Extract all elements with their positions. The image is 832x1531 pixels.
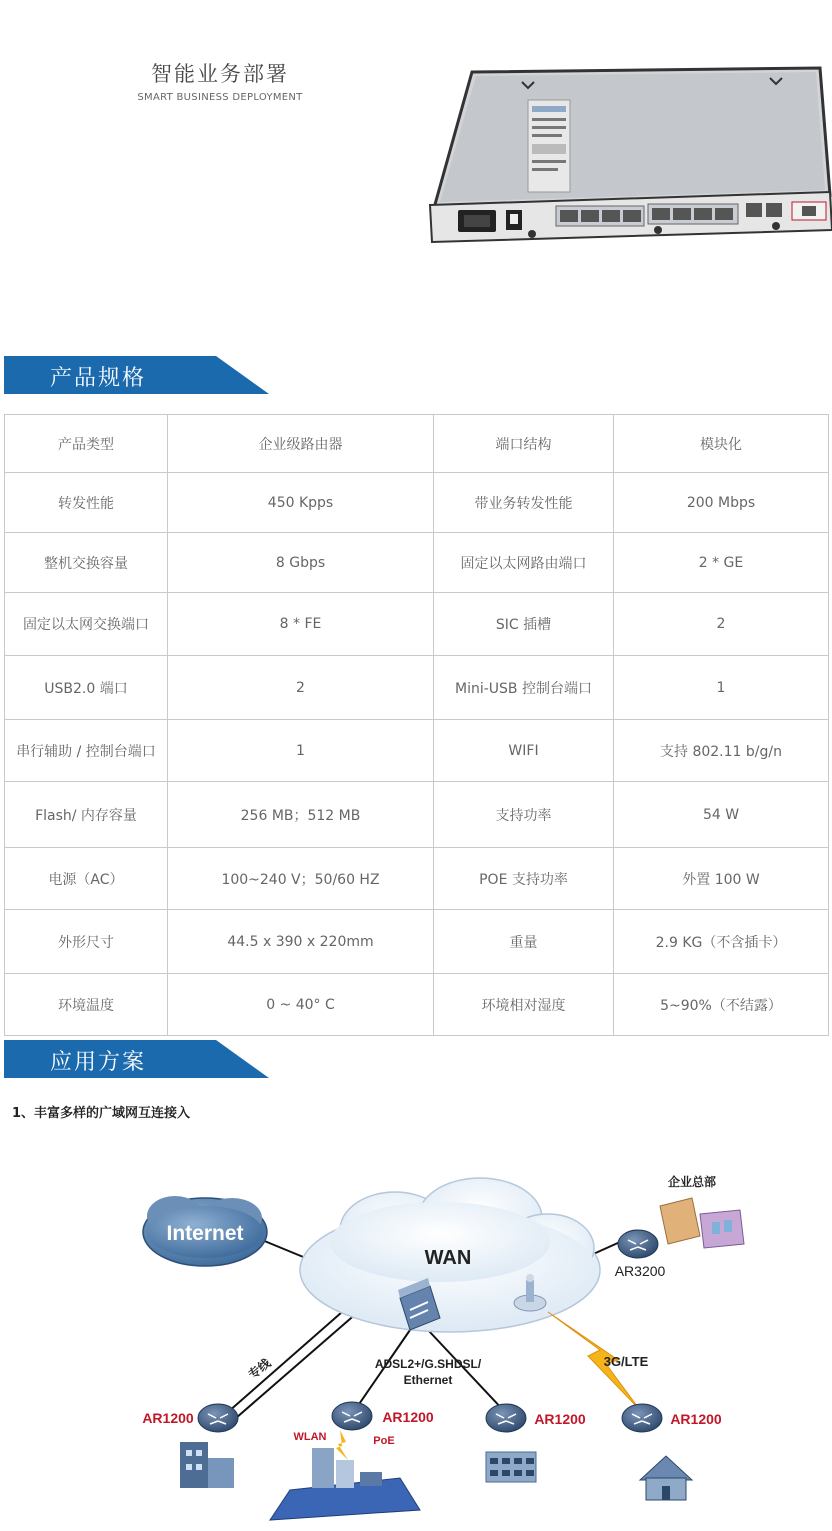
table-cell: 带业务转发性能 [434, 473, 614, 533]
leased-line-label: 专线 [245, 1355, 274, 1382]
table-row [5, 974, 829, 1036]
table-row [5, 848, 829, 910]
home-office-icon [640, 1456, 692, 1500]
table-cell: 54 W [614, 782, 829, 848]
table-cell: 2 [614, 593, 829, 656]
banner-title: 智能业务部署 [151, 62, 289, 86]
table-cell: SIC 插槽 [434, 593, 614, 656]
table-cell: 2 * GE [614, 533, 829, 593]
table-cell: 端口结构 [434, 415, 614, 473]
table-cell: Flash/ 内存容量 [5, 782, 168, 848]
table-cell: 产品类型 [5, 415, 168, 473]
ar3200-label: AR3200 [614, 1263, 666, 1279]
poe-label: PoE [373, 1435, 395, 1447]
table-row [5, 720, 829, 782]
table-row [5, 656, 829, 720]
ar1200-label-2: AR1200 [382, 1409, 434, 1425]
table-cell: 整机交换容量 [5, 533, 168, 593]
hq-label: 企业总部 [667, 1175, 717, 1189]
campus-wlan-icon [270, 1430, 420, 1520]
router-product-image [420, 60, 832, 245]
table-row [5, 533, 829, 593]
table-cell: 200 Mbps [614, 473, 829, 533]
wlan-label: WLAN [293, 1431, 327, 1443]
table-cell: POE 支持功率 [434, 848, 614, 910]
table-cell: 2 [168, 656, 434, 720]
app-section-header [4, 1040, 274, 1078]
table-cell: 电源（AC） [5, 848, 168, 910]
spec-section-title: 产品规格 [50, 366, 147, 391]
table-cell: 支持功率 [434, 782, 614, 848]
table-cell: 1 [168, 720, 434, 782]
table-cell: 串行辅助 / 控制台端口 [5, 720, 168, 782]
table-cell: 8 Gbps [168, 533, 434, 593]
ar1200-router-icon-2 [332, 1402, 372, 1430]
table-row [5, 473, 829, 533]
table-cell: 外置 100 W [614, 848, 829, 910]
table-cell: 固定以太网路由端口 [434, 533, 614, 593]
table-cell: 2.9 KG（不含插卡） [614, 910, 829, 974]
table-cell: 450 Kpps [168, 473, 434, 533]
table-cell: 环境温度 [5, 974, 168, 1036]
table-cell: 模块化 [614, 415, 829, 473]
table-cell: WIFI [434, 720, 614, 782]
table-cell: 5~90%（不结露） [614, 974, 829, 1036]
ar1200-label-4: AR1200 [670, 1411, 722, 1427]
spec-section-header [4, 356, 274, 394]
lte-label: 3G/LTE [603, 1354, 649, 1369]
ar1200-router-icon-4 [622, 1404, 662, 1432]
table-cell: 外形尺寸 [5, 910, 168, 974]
headquarters-building-icon [660, 1198, 744, 1248]
table-cell: 1 [614, 656, 829, 720]
app-section-title: 应用方案 [50, 1050, 147, 1075]
table-cell: 100~240 V；50/60 HZ [168, 848, 434, 910]
table-cell: 支持 802.11 b/g/n [614, 720, 829, 782]
table-cell: Mini-USB 控制台端口 [434, 656, 614, 720]
ar1200-router-icon-1 [198, 1404, 238, 1432]
ar1200-router-icon-3 [486, 1404, 526, 1432]
table-cell: 企业级路由器 [168, 415, 434, 473]
table-cell: 256 MB；512 MB [168, 782, 434, 848]
table-cell: 0 ~ 40° C [168, 974, 434, 1036]
table-cell: 44.5 x 390 x 220mm [168, 910, 434, 974]
internet-label: Internet [166, 1222, 244, 1245]
table-cell: 固定以太网交换端口 [5, 593, 168, 656]
table-cell: 重量 [434, 910, 614, 974]
table-cell: 环境相对湿度 [434, 974, 614, 1036]
branch-building-icon-1 [180, 1442, 234, 1488]
table-row [5, 910, 829, 974]
wan-label: WAN [424, 1247, 472, 1269]
table-cell: USB2.0 端口 [5, 656, 168, 720]
ar1200-label-3: AR1200 [534, 1411, 586, 1427]
table-row [5, 415, 829, 473]
table-row [5, 782, 829, 848]
branch-building-icon-2 [486, 1452, 536, 1482]
table-row [5, 593, 829, 656]
network-diagram [0, 1160, 832, 1531]
banner-subtitle: SMART BUSINESS DEPLOYMENT [137, 92, 303, 103]
table-cell: 8 * FE [168, 593, 434, 656]
access-label: ADSL2+/G.SHDSL/ [374, 1357, 482, 1371]
spec-table [4, 414, 829, 1036]
app-item-title: 1、丰富多样的广域网互连接入 [12, 1106, 191, 1121]
table-cell: 转发性能 [5, 473, 168, 533]
ethernet-label: Ethernet [403, 1373, 453, 1387]
ar3200-router-icon [618, 1230, 658, 1258]
ar1200-label-1: AR1200 [142, 1410, 194, 1426]
